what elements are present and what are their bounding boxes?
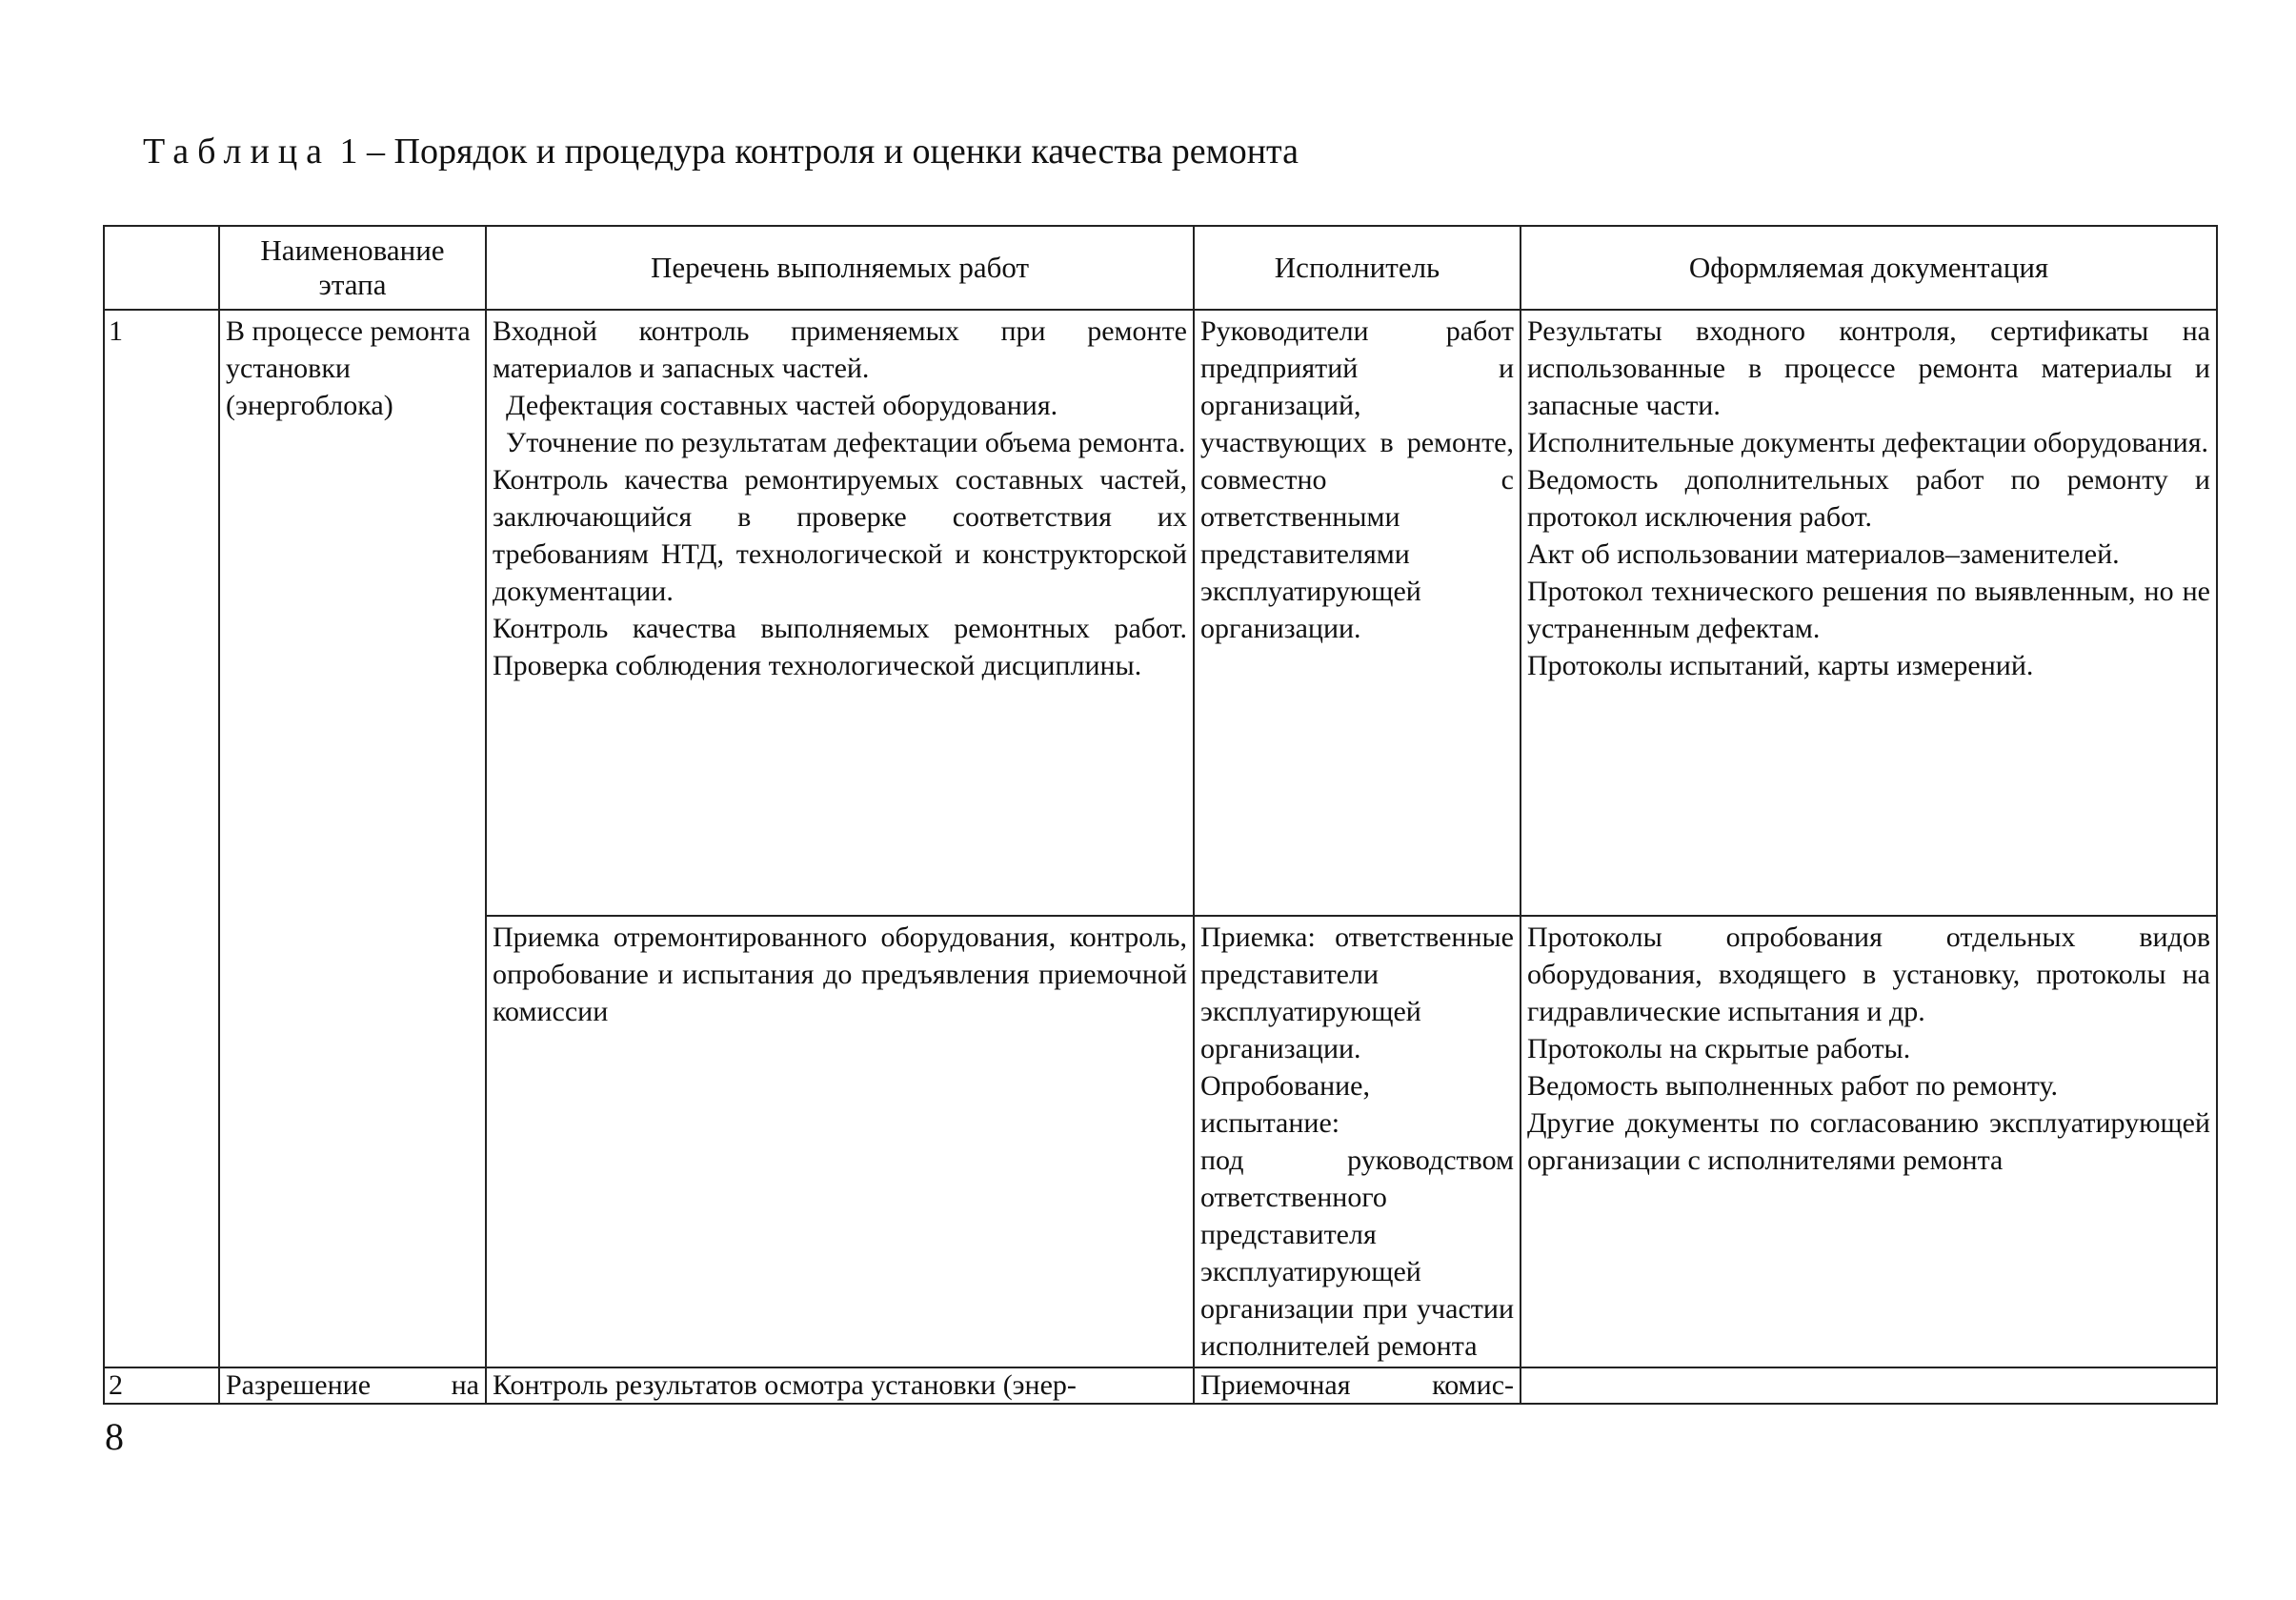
works-item: Контроль качества ремонтируемых составных частей, заключающийся в проверке соответствия их требованиям НТД, технологической и конструкторской документации. bbox=[493, 464, 1187, 607]
stage-name-left: Разрешение bbox=[226, 1369, 372, 1401]
table-header-row bbox=[104, 226, 2217, 310]
executor-cell bbox=[1194, 1367, 1521, 1404]
header-works: Перечень выполняемых работ bbox=[486, 226, 1194, 310]
stage-name bbox=[219, 1367, 486, 1404]
table-row bbox=[104, 1367, 2217, 1404]
docs-item: Протоколы опробования отдельных видов оборудования, входящего в установку, протоколы на гидравлические испытания и др. bbox=[1527, 922, 2210, 1027]
row-number: 1 bbox=[104, 310, 219, 1367]
works-cell: Приемка отремонтированного оборудования, контроль, опробование и испытания до предъявления приемочной комиссии bbox=[486, 916, 1194, 1367]
docs-item: Ведомость выполненных работ по ремонту. bbox=[1527, 1070, 2058, 1102]
executor-right: комис- bbox=[1432, 1369, 1514, 1401]
header-stage: Наименование этапа bbox=[219, 226, 486, 310]
docs-cell bbox=[1521, 1367, 2217, 1404]
table-caption bbox=[143, 133, 1299, 170]
executor-item: Приемка: ответственные представители эксплуатирующей организации. bbox=[1200, 922, 1514, 1064]
docs-item: Протоколы испытаний, карты измерений. bbox=[1527, 650, 2034, 681]
docs-item: Протоколы на скрытые работы. bbox=[1527, 1033, 1911, 1064]
header-num bbox=[104, 226, 219, 310]
works-item: Контроль качества выполняемых ремонтных работ. Проверка соблюдения технологической дисциплины. bbox=[493, 613, 1187, 681]
stage-name: В процессе ремонта установки (энергоблока) bbox=[219, 310, 486, 1367]
quality-control-table bbox=[103, 225, 2218, 1405]
executor-left: Приемочная bbox=[1200, 1369, 1351, 1401]
docs-item: Ведомость дополнительных работ по ремонту и протокол исключения работ. bbox=[1527, 464, 2210, 533]
works-item: Дефектация составных частей оборудования. bbox=[506, 390, 1058, 421]
caption-number: 1 bbox=[331, 132, 358, 172]
caption-label: Таблица bbox=[143, 132, 332, 172]
docs-item: Исполнительные документы дефектации оборудования. bbox=[1527, 427, 2209, 458]
executor-list bbox=[1194, 916, 1521, 1367]
works-list bbox=[486, 310, 1194, 916]
executor-item: под руководством ответственного представителя эксплуатирующей организации при участии исполнителей ремонта bbox=[1200, 1144, 1514, 1362]
docs-item: Результаты входного контроля, сертификаты на использованные в процессе ремонта материалы и запасные части. bbox=[1527, 315, 2210, 421]
docs-item: Другие документы по согласованию эксплуатирующей организации с исполнителями ремонта bbox=[1527, 1107, 2210, 1176]
docs-list bbox=[1521, 310, 2217, 916]
executor-item: Опробование, испытание: bbox=[1200, 1070, 1370, 1139]
works-item: Входной контроль применяемых при ремонте материалов и запасных частей. bbox=[493, 315, 1187, 384]
docs-item: Акт об использовании материалов–заменителей. bbox=[1527, 538, 2120, 570]
header-executor: Исполнитель bbox=[1194, 226, 1521, 310]
row-number: 2 bbox=[104, 1367, 219, 1404]
caption-text: – Порядок и процедура контроля и оценки качества ремонта bbox=[357, 132, 1299, 172]
header-docs: Оформляемая документация bbox=[1521, 226, 2217, 310]
page-number: 8 bbox=[105, 1415, 124, 1458]
executor-cell: Руководители работ предприятий и организаций, участвующих в ремонте, совместно с ответственными представителями эксплуатирующей организации. bbox=[1194, 310, 1521, 916]
docs-item: Протокол технического решения по выявленным, но не устраненным дефектам. bbox=[1527, 576, 2210, 644]
table-row bbox=[104, 310, 2217, 916]
docs-list bbox=[1521, 916, 2217, 1367]
stage-name-right: на bbox=[451, 1369, 479, 1401]
works-item: Уточнение по результатам дефектации объема ремонта. bbox=[506, 427, 1186, 458]
works-cell: Контроль результатов осмотра установки (энер- bbox=[486, 1367, 1194, 1404]
